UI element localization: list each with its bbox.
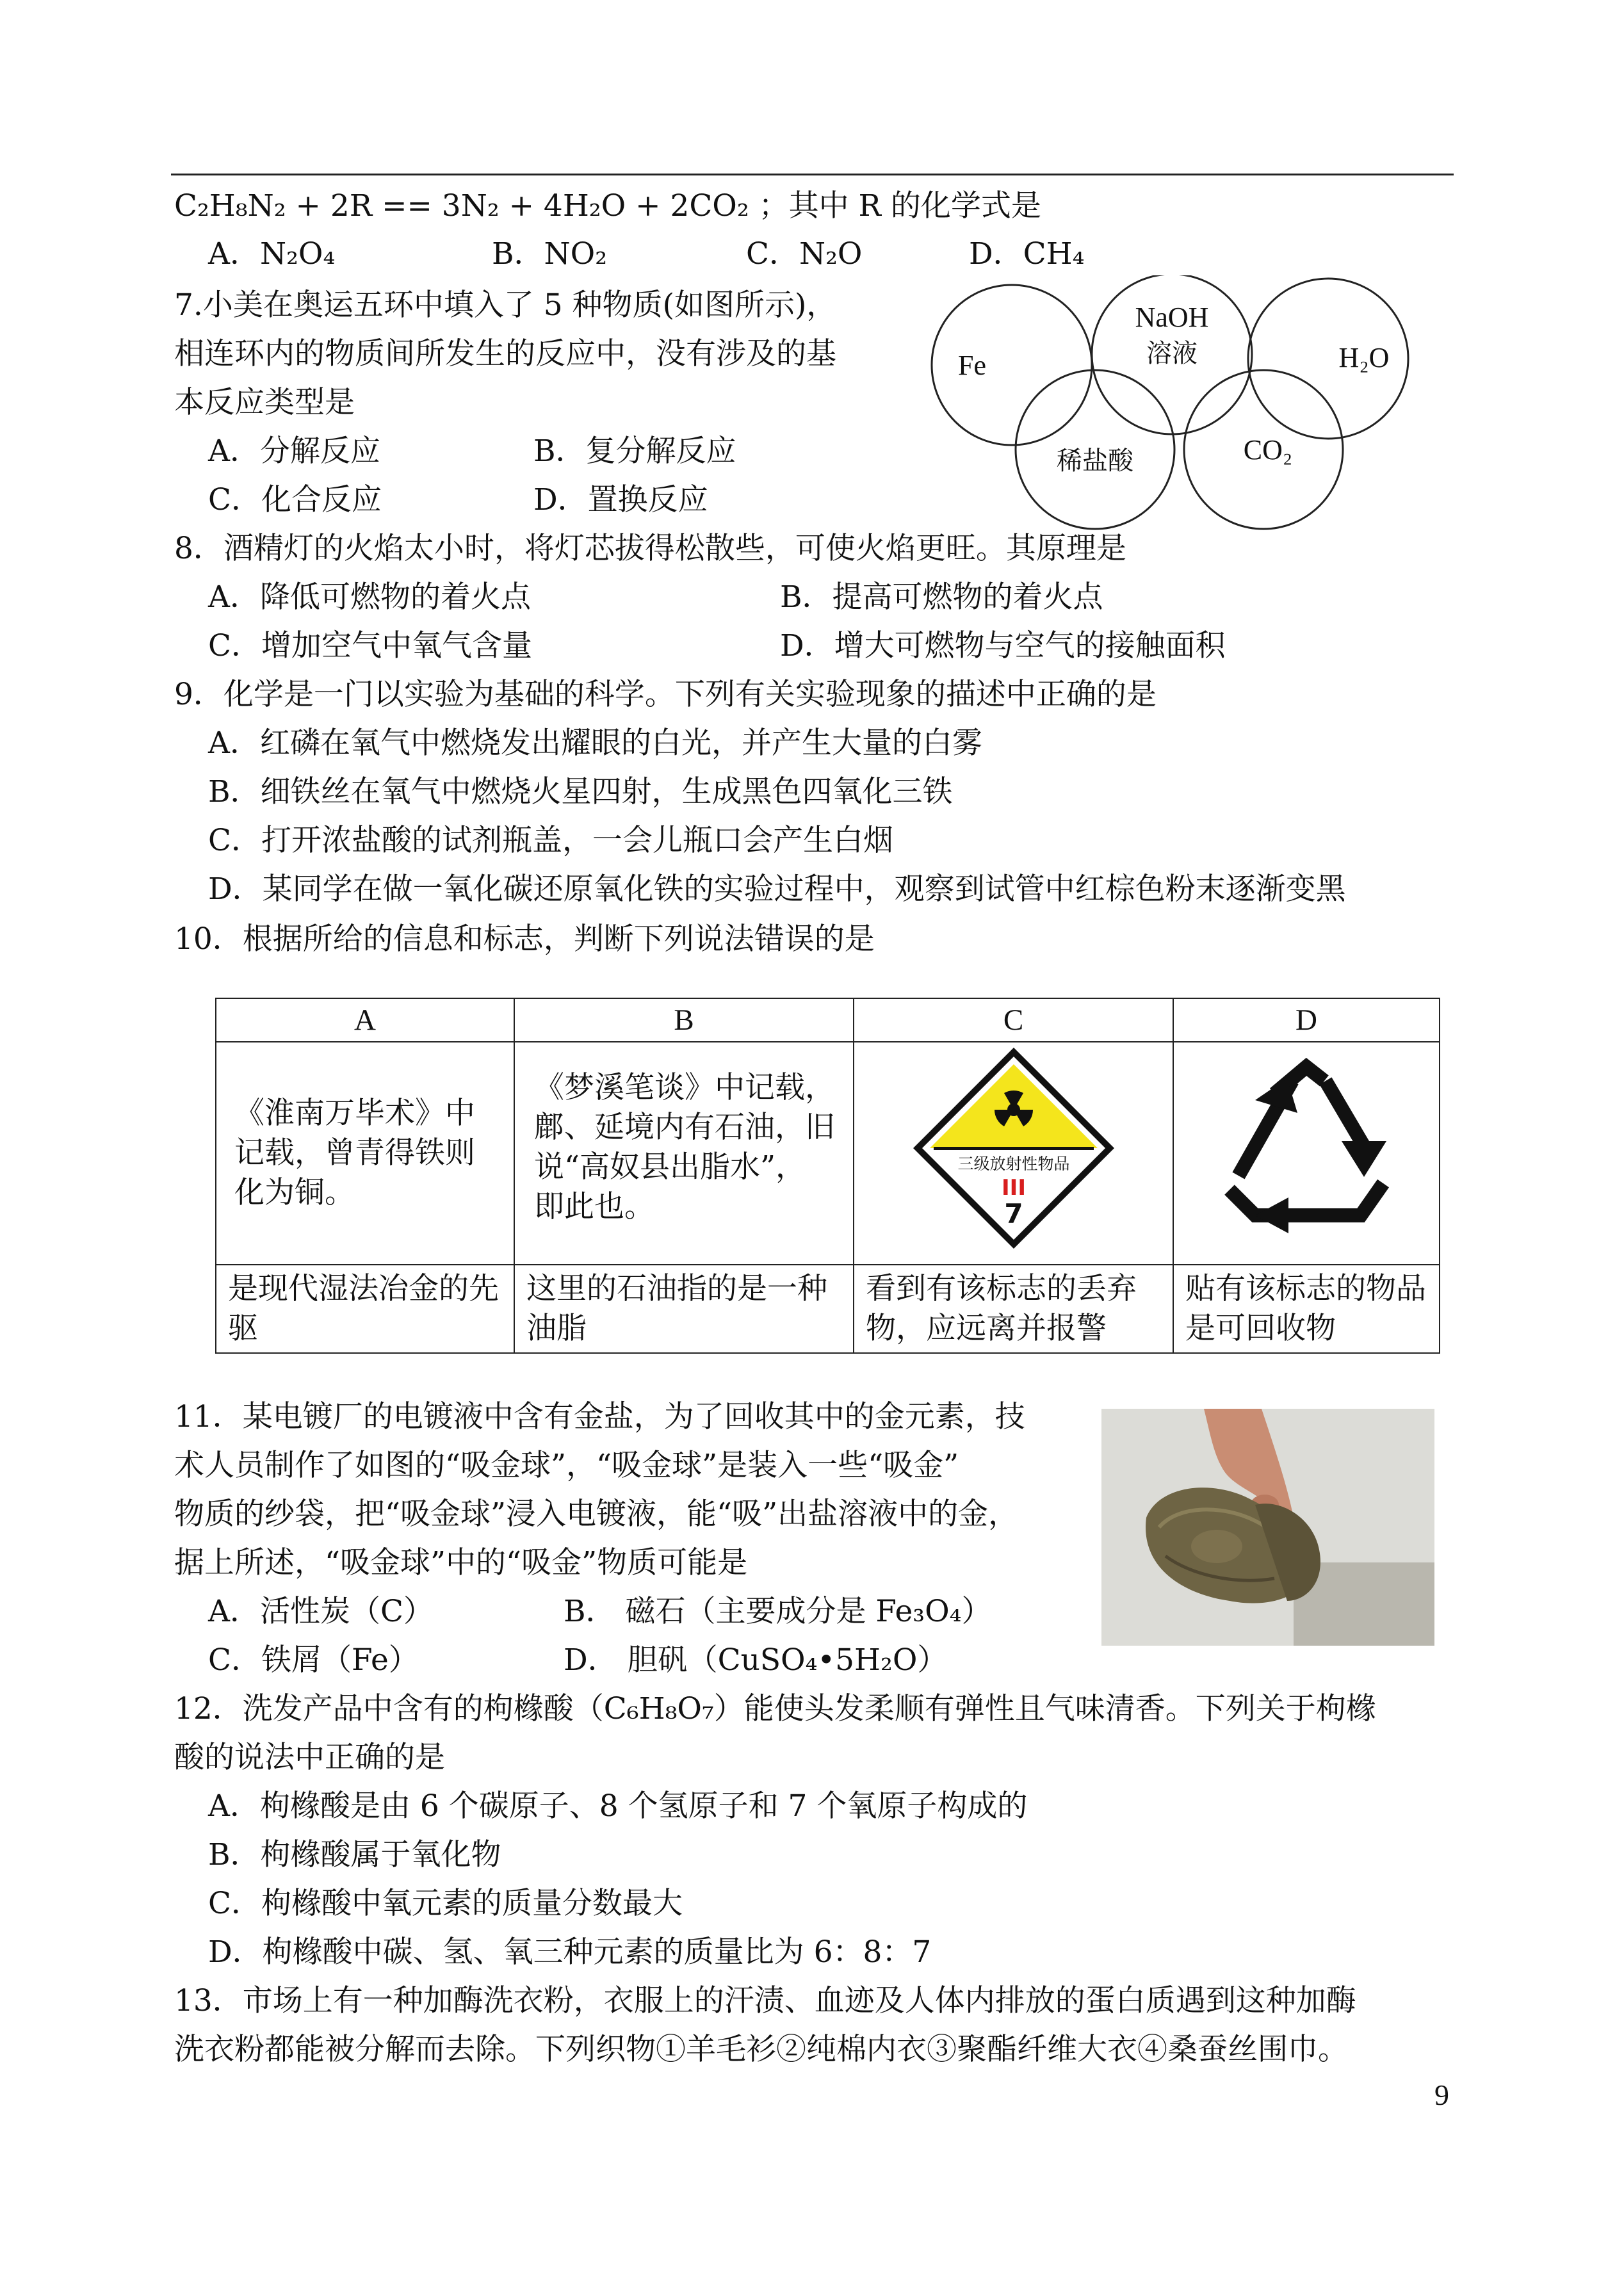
q7-option-c: C．化合反应 [208, 482, 382, 517]
q8-option-d: D．增大可燃物与空气的接触面积 [780, 628, 1226, 663]
header-rule [171, 174, 1454, 175]
q10-table [215, 998, 1440, 1354]
q6-option-c: C．N₂O [746, 236, 863, 272]
q10-footer-row [216, 1265, 1440, 1353]
q10-cell-a-text: 《淮南万毕术》中记载，曾青得铁则化为铜。 [234, 1096, 475, 1210]
ring-label-h2o: H₂O [1338, 342, 1390, 373]
ring-label-naoh-solution: 溶液 [1146, 339, 1198, 368]
q10-foot-d-text: 贴有该标志的物品是可回收物 [1185, 1271, 1426, 1346]
page-number: 9 [1434, 2079, 1449, 2111]
q10-header-c: C [854, 998, 1173, 1042]
q10-header-row [216, 998, 1440, 1042]
q7-option-a: A．分解反应 [208, 434, 380, 469]
q10-cell-d [1173, 1042, 1440, 1265]
q12-option-b: B．枸橼酸属于氧化物 [208, 1837, 501, 1872]
q13-stem-line2: 洗衣粉都能被分解而去除。下列织物①羊毛衫②纯棉内衣③聚酯纤维大衣④桑蚕丝围巾。 [174, 2032, 1348, 2067]
q10-foot-a [216, 1265, 514, 1353]
olympic-rings-diagram [909, 275, 1486, 538]
recycle-icon [1210, 1055, 1402, 1241]
q6-option-a: A．N₂O₄ [208, 236, 336, 272]
q10-foot-c-text: 看到有该标志的丢弃物，应远离并报警 [866, 1271, 1137, 1346]
ring-fe [932, 285, 1092, 445]
q6-option-d: D．CH₄ [969, 236, 1085, 272]
q13-stem-line1: 13．市场上有一种加酶洗衣粉，衣服上的汗渍、血迹及人体内排放的蛋白质遇到这种加酶 [174, 1983, 1356, 2018]
ring-label-hcl: 稀盐酸 [1057, 446, 1133, 476]
q11-stem-line1: 11．某电镀厂的电镀液中含有金盐，为了回收其中的金元素，技 [174, 1399, 1025, 1434]
gold-absorbing-ball-photo [1101, 1409, 1434, 1646]
q12-option-d: D．枸橼酸中碳、氢、氧三种元素的质量比为 6：8：7 [208, 1934, 932, 1970]
q8-option-a: A．降低可燃物的着火点 [208, 580, 531, 615]
q6-option-b: B．NO₂ [492, 236, 608, 272]
q7-stem-line2: 相连环内的物质间所发生的反应中，没有涉及的基 [174, 336, 836, 371]
q9-option-c: C．打开浓盐酸的试剂瓶盖，一会儿瓶口会产生白烟 [208, 823, 893, 858]
q9-option-a: A．红磷在氧气中燃烧发出耀眼的白光，并产生大量的白雾 [208, 726, 982, 761]
q9-option-b: B．细铁丝在氧气中燃烧火星四射，生成黑色四氧化三铁 [208, 774, 953, 809]
q10-content-row [216, 1042, 1440, 1265]
q8-option-b: B．提高可燃物的着火点 [780, 580, 1103, 615]
q11-option-c: C．铁屑（Fe） [208, 1642, 419, 1678]
radioactive-sign-text: 三级放射性物品 [957, 1155, 1070, 1173]
q11-stem-line2: 术人员制作了如图的“吸金球”，“吸金球”是装入一些“吸金” [174, 1448, 959, 1483]
q10-foot-b-text: 这里的石油指的是一种油脂 [526, 1271, 827, 1346]
q11-option-d: D． 胆矾（CuSO₄•5H₂O） [564, 1642, 948, 1678]
q7-stem-line3: 本反应类型是 [174, 385, 355, 420]
q12-option-c: C．枸橼酸中氧元素的质量分数最大 [208, 1886, 683, 1921]
q10-cell-b-text: 《梦溪笔谈》中记载，鄜、延境内有石油，旧说“高奴县出脂水”，即此也。 [534, 1070, 835, 1224]
q10-foot-a-text: 是现代湿法冶金的先驱 [228, 1271, 499, 1346]
q11-stem-line4: 据上所述，“吸金球”中的“吸金”物质可能是 [174, 1545, 748, 1580]
q7-option-d: D．置换反应 [533, 482, 708, 517]
q7-option-b: B．复分解反应 [533, 434, 736, 469]
q6-equation: C₂H₈N₂ + 2R == 3N₂ + 4H₂O + 2CO₂ ；其中 R 的化学式是 [174, 188, 1041, 223]
q10-cell-a [216, 1042, 514, 1265]
q8-stem: 8．酒精灯的火焰太小时，将灯芯拔得松散些，可使火焰更旺。其原理是 [174, 531, 1126, 566]
q10-cell-b [514, 1042, 854, 1265]
q11-option-b: B． 磁石（主要成分是 Fe₃O₄） [564, 1594, 992, 1629]
radioactive-sign-class: III [1001, 1175, 1026, 1201]
radioactive-sign-number: 7 [1003, 1198, 1023, 1229]
radioactive-sign-icon [908, 1042, 1119, 1254]
q10-header-d: D [1173, 998, 1440, 1042]
q9-stem: 9．化学是一门以实验为基础的科学。下列有关实验现象的描述中正确的是 [174, 677, 1157, 712]
ring-label-naoh: NaOH [1135, 302, 1209, 333]
q7-stem-line1: 7.小美在奥运五环中填入了 5 种物质(如图所示)， [174, 288, 837, 323]
q10-header-b: B [514, 998, 854, 1042]
q11-option-a: A．活性炭（C） [208, 1594, 434, 1629]
q11-stem-line3: 物质的纱袋，把“吸金球”浸入电镀液，能“吸”出盐溶液中的金， [174, 1496, 1019, 1532]
ring-label-fe: Fe [958, 350, 986, 381]
q12-stem-line2: 酸的说法中正确的是 [174, 1740, 445, 1775]
q9-option-d: D．某同学在做一氧化碳还原氧化铁的实验过程中，观察到试管中红棕色粉末逐渐变黑 [208, 872, 1346, 907]
q10-foot-d [1173, 1265, 1440, 1353]
hand-holding-ball-illustration [1101, 1409, 1434, 1646]
q10-header-a: A [216, 998, 514, 1042]
q10-cell-c [854, 1042, 1173, 1265]
q10-foot-b [514, 1265, 854, 1353]
q10-stem: 10．根据所给的信息和标志，判断下列说法错误的是 [174, 921, 875, 957]
q10-foot-c [854, 1265, 1173, 1353]
q12-stem-line1: 12．洗发产品中含有的枸橼酸（C₆H₈O₇）能使头发柔顺有弹性且气味清香。下列关于枸橼 [174, 1691, 1376, 1726]
ring-label-co2: CO₂ [1243, 434, 1293, 466]
q8-option-c: C．增加空气中氧气含量 [208, 628, 532, 663]
q12-option-a: A．枸橼酸是由 6 个碳原子、8 个氢原子和 7 个氧原子构成的 [208, 1788, 1028, 1824]
